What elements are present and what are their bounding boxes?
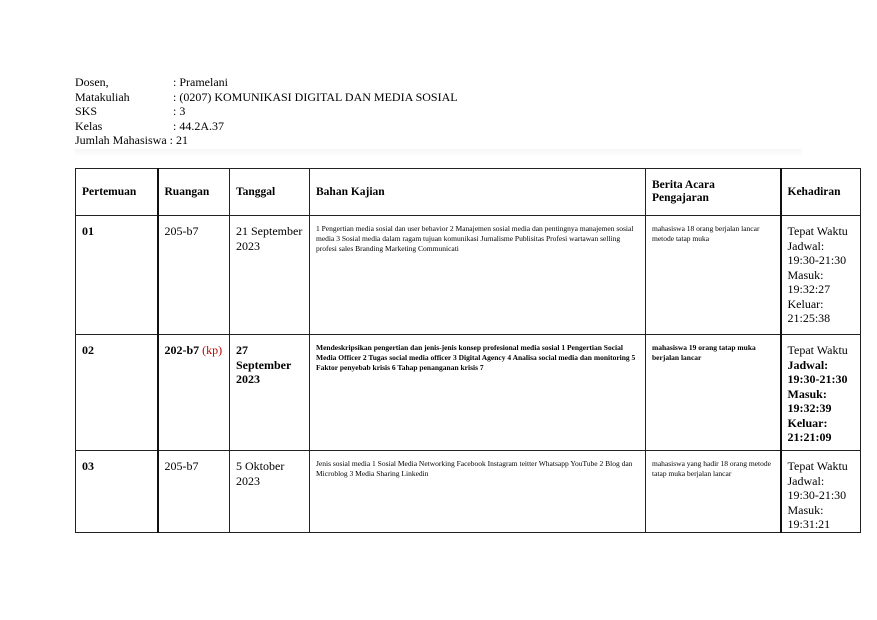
- tanggal-cell: 5 Oktober 2023: [230, 451, 310, 533]
- attendance-jadwal: Jadwal: 19:30-21:30: [787, 357, 848, 386]
- kehadiran-cell: [781, 216, 861, 335]
- bahan-kajian-cell: 1 Pengertian media sosial dan user behavior 2 Manajemen sosial media dan pentingnya manajemen sosial media 3 Sosial media dalam ragam tujuan komunikasi Jurnalisme Publisitas Profesi wartawan selling profesi sales Branding Marketing Communicati: [310, 216, 646, 335]
- info-label: SKS: [75, 104, 98, 118]
- room-code: 205-b7: [164, 459, 199, 473]
- info-label: Kelas: [75, 118, 103, 133]
- info-jumlah: [75, 133, 458, 148]
- header-pertemuan: Pertemuan: [76, 169, 158, 216]
- kehadiran-cell: [781, 335, 861, 451]
- attendance-jadwal: Jadwal: 19:30-21:30: [787, 238, 847, 267]
- table-row: [76, 451, 861, 533]
- header-ruangan: Ruangan: [158, 169, 230, 216]
- berita-acara-cell: mahasiswa 18 orang berjalan lancar metode tatap muka: [646, 216, 781, 335]
- room-code: 202-b7: [164, 343, 200, 357]
- info-value: : 21: [169, 133, 188, 147]
- header-tanggal: Tanggal: [230, 169, 310, 216]
- attendance-masuk: Masuk: 19:31:21: [787, 502, 831, 531]
- course-info: [75, 75, 458, 148]
- pertemuan-cell: 02: [76, 335, 158, 451]
- room-code: 205-b7: [164, 224, 199, 238]
- pertemuan-cell: 03: [76, 451, 158, 533]
- berita-acara-cell: mahasiswa yang hadir 18 orang metode tatap muka berjalan lancar: [646, 451, 781, 533]
- info-value: : (0207) KOMUNIKASI DIGITAL DAN MEDIA SOSIAL: [173, 89, 458, 104]
- info-value: : 44.2A.37: [173, 118, 224, 133]
- attendance-masuk: Masuk: 19:32:39: [787, 386, 832, 415]
- info-value: : Pramelani: [173, 75, 228, 89]
- attendance-status: Tepat Waktu: [787, 224, 848, 238]
- ruangan-cell: [158, 335, 230, 451]
- bahan-kajian-cell: Mendeskripsikan pengertian dan jenis-jenis konsep profesional media sosial 1 Pengertian Social Media Officer 2 Tugas social media officer 3 Digital Agency 4 Analisa social media dan monitoring 5 Faktor penyebab krisis 6 Tahap penanganan krisis 7: [310, 335, 646, 451]
- pertemuan-cell: 01: [76, 216, 158, 335]
- info-label: Jumlah Mahasiswa: [75, 133, 167, 147]
- berita-acara-cell: mahasiswa 19 orang tatap muka berjalan lancar: [646, 335, 781, 451]
- attendance-masuk: Masuk: 19:32:27: [787, 267, 831, 296]
- table-row: [76, 335, 861, 451]
- ruangan-cell: [158, 451, 230, 533]
- ruangan-cell: [158, 216, 230, 335]
- table-row: [76, 216, 861, 335]
- info-kelas: [75, 119, 458, 134]
- attendance-keluar: Keluar: 21:21:09: [787, 415, 832, 444]
- bahan-kajian-cell: Jenis sosial media 1 Sosial Media Networking Facebook Instagram teitter Whatsapp YouTube 2 Blog dan Microblog 3 Media Sharing Linkedin: [310, 451, 646, 533]
- info-matakuliah: [75, 90, 458, 105]
- attendance-status: Tepat Waktu: [787, 343, 848, 357]
- header-bahan-kajian: Bahan Kajian: [310, 169, 646, 216]
- table-header-row: [76, 169, 861, 216]
- info-sks: [75, 104, 458, 119]
- header-berita-acara: Berita Acara Pengajaran: [646, 169, 781, 216]
- attendance-keluar: Keluar: 21:25:38: [787, 296, 831, 325]
- schedule-table: [75, 168, 861, 533]
- header-kehadiran: Kehadiran: [781, 169, 861, 216]
- room-note: (kp): [202, 343, 223, 357]
- kehadiran-cell: [781, 451, 861, 533]
- info-label: Dosen,: [75, 75, 109, 89]
- tanggal-cell: 27 September 2023: [230, 335, 310, 451]
- info-dosen: [75, 75, 458, 90]
- info-value: : 3: [173, 104, 186, 118]
- attendance-status: Tepat Waktu: [787, 459, 848, 473]
- info-label: Matakuliah: [75, 89, 130, 104]
- divider: [75, 149, 802, 156]
- attendance-jadwal: Jadwal: 19:30-21:30: [787, 473, 847, 502]
- tanggal-cell: 21 September 2023: [230, 216, 310, 335]
